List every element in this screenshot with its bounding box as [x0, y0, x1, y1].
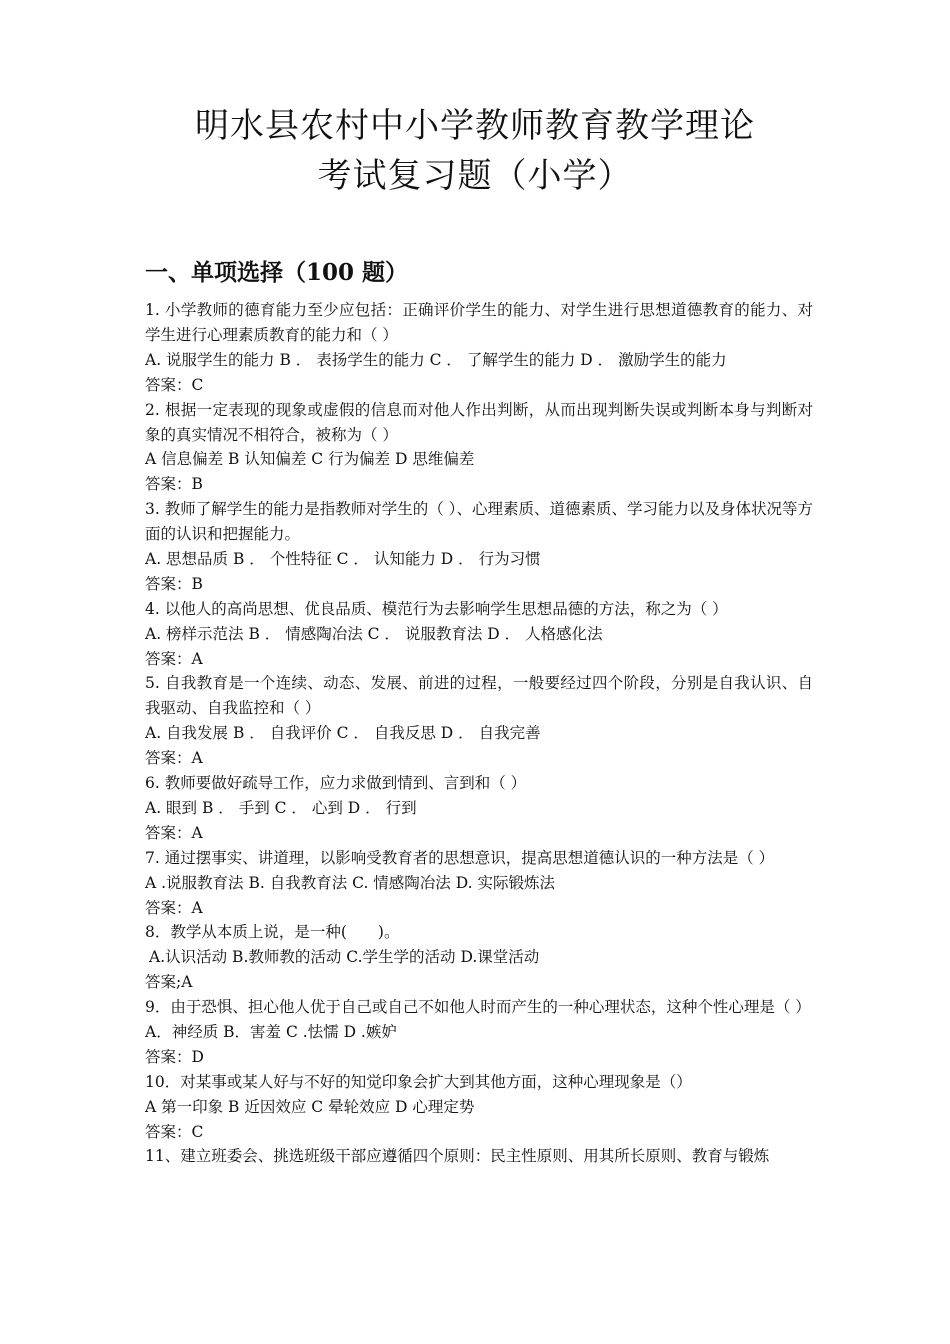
question-stem: 8．教学从本质上说，是一种( )。 — [145, 923, 400, 942]
question-stem: 2. 根据一定表现的现象或虚假的信息而对他人作出判断，从而出现判断失误或判断本身与判断对象的真实情况不相符合，被称为（ ） — [145, 400, 813, 444]
question-stem: 11、建立班委会、挑选班级干部应遵循四个原则：民主性原则、用其所长原则、教育与锻炼 — [145, 1147, 770, 1166]
question-stem: 9．由于恐惧、担心他人优于自己或自己不如他人时而产生的一种心理状态，这种个性心理是（ ） — [145, 998, 811, 1017]
question-options: A. 自我发展 B ． 自我评价 C ． 自我反思 D ． 自我完善 — [145, 724, 541, 743]
question-options: A 信息偏差 B 认知偏差 C 行为偏差 D 思维偏差 — [145, 450, 475, 469]
question-options: A .说服教育法 B. 自我教育法 C. 情感陶冶法 D. 实际锻炼法 — [145, 873, 555, 892]
question-answer: 答案：C — [145, 375, 204, 394]
question-options: A．神经质 B．害羞 C .怯懦 D .嫉妒 — [145, 1022, 397, 1041]
question-stem: 7. 通过摆事实、讲道理，以影响受教育者的思想意识，提高思想道德认识的一种方法是（ ） — [145, 848, 775, 867]
question-options: A.认识活动 B.教师教的活动 C.学生学的活动 D.课堂活动 — [149, 948, 540, 967]
title-line-2: 考试复习题（小学） — [317, 156, 633, 196]
question-1 — [145, 298, 813, 398]
question-stem: 10．对某事或某人好与不好的知觉印象会扩大到其他方面，这种心理现象是（） — [145, 1072, 692, 1091]
question-10 — [145, 1070, 813, 1145]
question-7 — [145, 846, 813, 921]
question-answer: 答案：A — [145, 823, 203, 842]
question-answer: 答案：A — [145, 898, 203, 917]
question-options: A. 说服学生的能力 B ． 表扬学生的能力 C ． 了解学生的能力 D ． 激励学生的能力 — [145, 350, 727, 369]
question-stem: 4. 以他人的高尚思想、优良品质、模范行为去影响学生思想品德的方法，称之为（ ） — [145, 599, 728, 618]
question-answer: 答案：D — [145, 1047, 204, 1066]
question-stem: 3. 教师了解学生的能力是指教师对学生的（ ）、心理素质、道德素质、学习能力以及身体状况等方面的认识和把握能力。 — [145, 500, 813, 544]
question-2 — [145, 398, 813, 498]
question-answer: 答案：B — [145, 574, 203, 593]
question-3 — [145, 497, 813, 597]
question-stem: 1. 小学教师的德育能力至少应包括：正确评价学生的能力、对学生进行思想道德教育的能力、对学生进行心理素质教育的能力和（ ） — [145, 301, 813, 344]
question-answer: 答案：B — [145, 475, 203, 494]
question-stem: 5. 自我教育是一个连续、动态、发展、前进的过程，一般要经过四个阶段，分别是自我认识、自我驱动、自我监控和（ ） — [145, 674, 813, 718]
question-5 — [145, 671, 813, 771]
question-answer: 答案：A — [145, 649, 203, 668]
question-stem: 6. 教师要做好疏导工作，应力求做到情到、言到和（ ） — [145, 774, 527, 793]
section-heading: 一、单项选择（100 题） — [145, 259, 409, 286]
question-6 — [145, 771, 813, 846]
question-options: A 第一印象 B 近因效应 C 晕轮效应 D 心理定势 — [145, 1097, 475, 1116]
question-options: A. 思想品质 B ． 个性特征 C ． 认知能力 D ． 行为习惯 — [145, 550, 541, 568]
question-answer: 答案;A — [145, 973, 193, 992]
question-9 — [145, 995, 813, 1070]
question-list — [145, 298, 813, 1169]
question-options: A. 眼到 B ． 手到 C ． 心到 D ． 行到 — [145, 798, 417, 817]
question-answer: 答案：C — [145, 1122, 204, 1141]
question-8 — [145, 920, 813, 995]
question-11 — [145, 1144, 813, 1169]
question-answer: 答案：A — [145, 749, 203, 768]
question-4 — [145, 597, 813, 672]
question-options: A. 榜样示范法 B ． 情感陶冶法 C ． 说服教育法 D ． 人格感化法 — [145, 624, 603, 643]
title-line-1: 明水县农村中小学教师教育教学理论 — [195, 106, 755, 146]
